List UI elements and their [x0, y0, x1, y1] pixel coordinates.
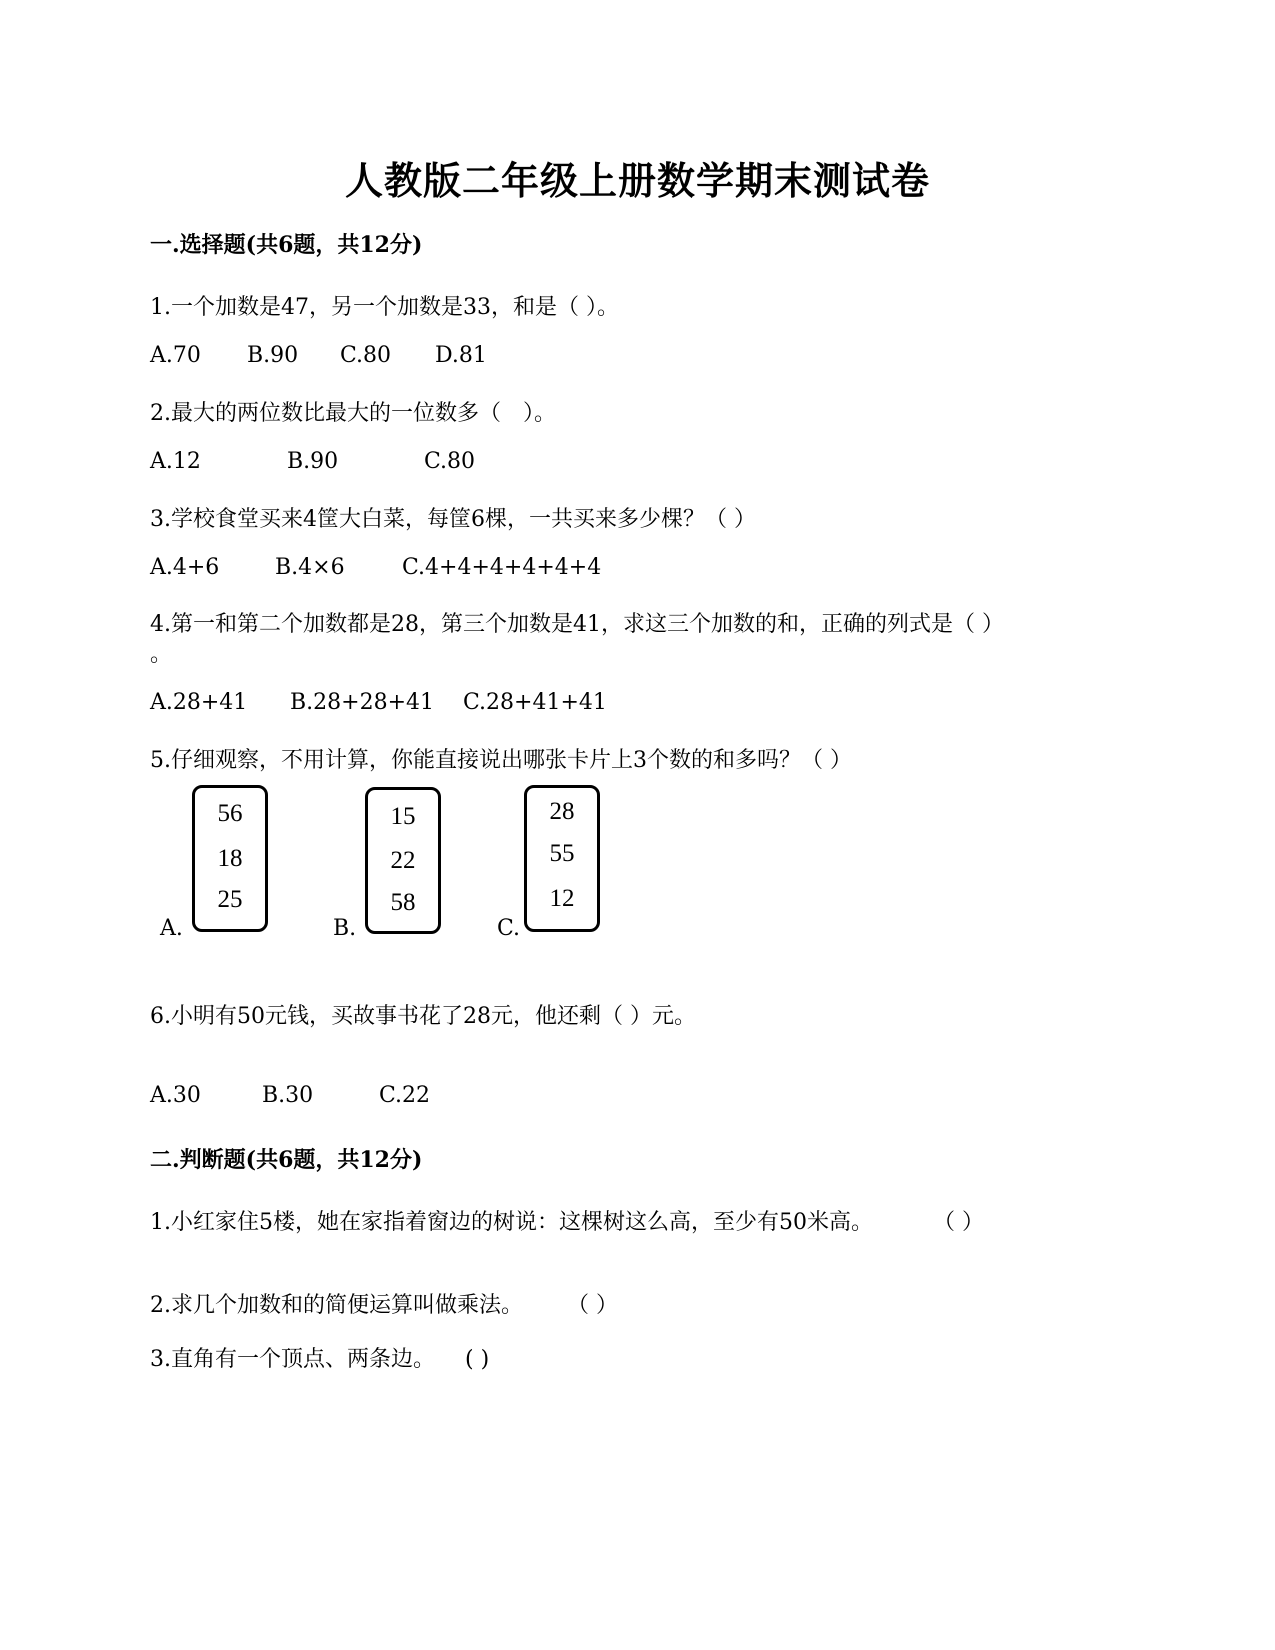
card-a	[192, 785, 268, 932]
question-4: 4.第一和第二个加数都是28，第三个加数是41，求这三个加数的和，正确的列式是（ ）	[150, 612, 1004, 637]
question-3: 3.学校食堂买来4筐大白菜，每筐6棵，一共买来多少棵？（ ）	[150, 507, 756, 532]
answer-blank: （ ）	[932, 1210, 984, 1235]
option-c: C.28+41+41	[463, 690, 607, 715]
option-c: C.80	[424, 449, 476, 474]
question-1-options	[150, 343, 487, 368]
option-b: B.90	[287, 449, 339, 474]
option-a: A.70	[150, 343, 201, 368]
option-c: C.4+4+4+4+4+4	[402, 555, 602, 580]
answer-blank: （ ）	[567, 1293, 618, 1318]
card-c-label: C.	[497, 916, 521, 941]
question-3-options	[150, 555, 601, 580]
card-b-number: 58	[390, 889, 416, 916]
option-a: A.30	[150, 1083, 201, 1108]
option-b: B.4×6	[275, 555, 345, 580]
question-2-options	[150, 449, 475, 474]
card-c-number: 55	[549, 840, 575, 867]
option-a: A.4+6	[150, 555, 220, 580]
card-b-number: 22	[390, 847, 416, 874]
card-b	[365, 787, 441, 934]
question-2: 2.最大的两位数比最大的一位数多（ ）。	[150, 401, 556, 426]
option-b: B.30	[262, 1083, 314, 1108]
card-a-number: 56	[217, 800, 243, 827]
card-a-number: 18	[217, 845, 243, 872]
card-a-number: 25	[217, 886, 243, 913]
card-c	[524, 785, 600, 932]
judgement-item-1	[150, 1205, 984, 1236]
question-1: 1.一个加数是47，另一个加数是33，和是（ ）。	[150, 295, 619, 320]
section-heading-choice: 一.选择题(共6题，共12分)	[150, 232, 423, 258]
answer-blank: ( )	[465, 1347, 490, 1372]
card-c-number: 28	[549, 798, 575, 825]
judgement-item-text: 2.求几个加数和的简便运算叫做乘法。	[150, 1293, 523, 1318]
question-4-continuation: 。	[150, 642, 173, 667]
option-b: B.28+28+41	[290, 690, 435, 715]
card-a-label: A.	[160, 916, 183, 941]
judgement-item-3	[150, 1342, 489, 1373]
question-6: 6.小明有50元钱，买故事书花了28元，他还剩（ ）元。	[150, 1004, 696, 1029]
card-c-number: 12	[549, 885, 575, 912]
section-heading-judgement: 二.判断题(共6题，共12分)	[150, 1147, 423, 1173]
card-b-label: B.	[333, 916, 357, 941]
question-5: 5.仔细观察，不用计算，你能直接说出哪张卡片上3个数的和多吗？（ ）	[150, 748, 852, 773]
question-4-options	[150, 690, 607, 715]
option-c: C.80	[340, 343, 392, 368]
option-b: B.90	[247, 343, 299, 368]
card-b-number: 15	[390, 803, 416, 830]
page-title: 人教版二年级上册数学期末测试卷	[344, 158, 930, 203]
option-a: A.12	[150, 449, 201, 474]
option-d: D.81	[435, 343, 487, 368]
judgement-item-text: 1.小红家住5楼，她在家指着窗边的树说：这棵树这么高，至少有50米高。	[150, 1210, 873, 1235]
judgement-item-text: 3.直角有一个顶点、两条边。	[150, 1347, 435, 1372]
judgement-item-2	[150, 1288, 618, 1319]
option-a: A.28+41	[150, 690, 248, 715]
option-c: C.22	[379, 1083, 431, 1108]
question-6-options	[150, 1083, 430, 1108]
